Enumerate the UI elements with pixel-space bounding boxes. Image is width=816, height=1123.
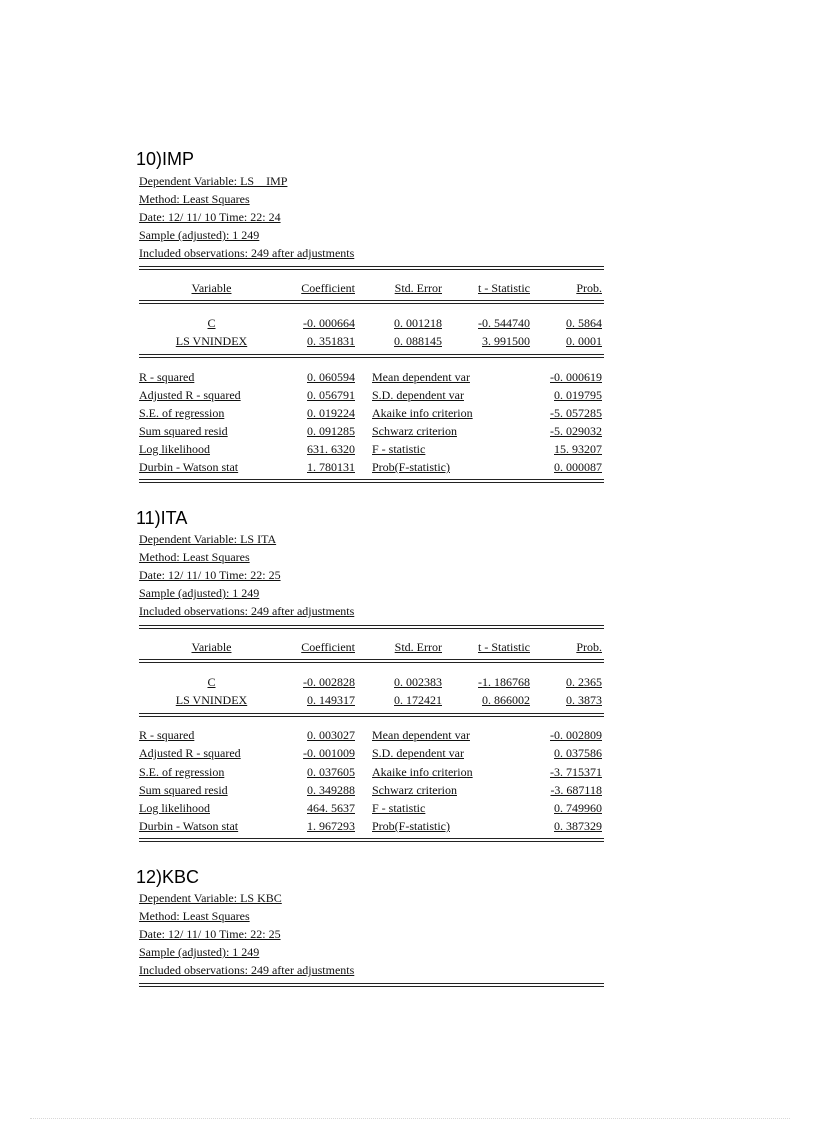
- stat-label: S.E. of regression: [139, 406, 225, 420]
- included-observations: Included observations: 249 after adjustments: [139, 246, 355, 260]
- divider: [139, 482, 604, 483]
- stat-value: -0. 002809: [550, 728, 602, 742]
- column-header-t-statistic: t - Statistic: [478, 640, 530, 654]
- included-observations: Included observations: 249 after adjustments: [139, 963, 355, 977]
- divider: [139, 266, 604, 267]
- coef-row-std-error: 0. 002383: [394, 675, 442, 689]
- stat-value: 0. 091285: [307, 424, 355, 438]
- section-title: 10)IMP: [136, 149, 195, 169]
- dependent-variable: Dependent Variable: LS ITA: [139, 532, 277, 546]
- coef-row-coefficient: 0. 351831: [307, 334, 355, 348]
- stat-label: Akaike info criterion: [372, 765, 473, 779]
- coef-row-variable: C: [207, 675, 216, 689]
- dependent-variable: Dependent Variable: LS KBC: [139, 891, 282, 905]
- coef-row-coefficient: -0. 000664: [303, 316, 355, 330]
- divider: [139, 986, 604, 987]
- stat-label: Log likelihood: [139, 801, 210, 815]
- divider: [139, 716, 604, 717]
- stat-value: 15. 93207: [554, 442, 602, 456]
- stat-label: S.E. of regression: [139, 765, 225, 779]
- page-edge-divider: [30, 1118, 790, 1119]
- stat-label: Durbin - Watson stat: [139, 819, 239, 833]
- stat-label: Mean dependent var: [372, 370, 470, 384]
- date-time: Date: 12/ 11/ 10 Time: 22: 25: [139, 568, 281, 582]
- coef-row-coefficient: 0. 149317: [307, 693, 355, 707]
- stat-label: S.D. dependent var: [372, 388, 464, 402]
- stat-value: 0. 037605: [307, 765, 355, 779]
- divider: [139, 659, 604, 660]
- divider: [139, 662, 604, 663]
- stat-label: Durbin - Watson stat: [139, 460, 239, 474]
- column-header-prob: Prob.: [576, 640, 602, 654]
- stat-value: -5. 029032: [550, 424, 602, 438]
- coef-row-std-error: 0. 088145: [394, 334, 442, 348]
- stat-value: -3. 687118: [550, 783, 602, 797]
- stat-label: Adjusted R - squared: [139, 746, 241, 760]
- stat-value: 0. 749960: [554, 801, 602, 815]
- divider: [139, 713, 604, 714]
- stat-value: 0. 060594: [307, 370, 355, 384]
- divider: [139, 354, 604, 355]
- stat-value: 0. 056791: [307, 388, 355, 402]
- coef-row-t-statistic: -0. 544740: [478, 316, 530, 330]
- included-observations: Included observations: 249 after adjustments: [139, 604, 355, 618]
- stat-label: Sum squared resid: [139, 783, 228, 797]
- divider: [139, 838, 604, 839]
- divider: [139, 983, 604, 984]
- stat-label: Log likelihood: [139, 442, 210, 456]
- stat-value: 1. 780131: [307, 460, 355, 474]
- column-header-variable: Variable: [191, 640, 232, 654]
- coef-row-std-error: 0. 001218: [394, 316, 442, 330]
- column-header-std-error: Std. Error: [394, 281, 442, 295]
- coef-row-prob: 0. 5864: [566, 316, 602, 330]
- column-header-t-statistic: t - Statistic: [478, 281, 530, 295]
- coef-row-variable: LS VNINDEX: [175, 334, 248, 348]
- divider: [139, 303, 604, 304]
- sample: Sample (adjusted): 1 249: [139, 586, 260, 600]
- column-header-std-error: Std. Error: [394, 640, 442, 654]
- divider: [139, 479, 604, 480]
- column-header-coefficient: Coefficient: [301, 281, 355, 295]
- stat-label: Schwarz criterion: [372, 424, 457, 438]
- stat-value: 0. 019795: [554, 388, 602, 402]
- method: Method: Least Squares: [139, 192, 250, 206]
- stat-value: 0. 349288: [307, 783, 355, 797]
- divider: [139, 841, 604, 842]
- date-time: Date: 12/ 11/ 10 Time: 22: 25: [139, 927, 281, 941]
- column-header-prob: Prob.: [576, 281, 602, 295]
- stat-label: Prob(F-statistic): [372, 819, 450, 833]
- stat-label: F - statistic: [372, 442, 426, 456]
- stat-value: 0. 387329: [554, 819, 602, 833]
- section-title: 12)KBC: [136, 867, 200, 887]
- stat-label: R - squared: [139, 370, 195, 384]
- divider: [139, 357, 604, 358]
- coef-row-variable: C: [207, 316, 216, 330]
- stat-label: Mean dependent var: [372, 728, 470, 742]
- coef-row-prob: 0. 0001: [566, 334, 602, 348]
- stat-value: -0. 001009: [303, 746, 355, 760]
- stat-value: 0. 000087: [554, 460, 602, 474]
- stat-label: Sum squared resid: [139, 424, 228, 438]
- stat-value: 0. 019224: [307, 406, 355, 420]
- stat-value: -3. 715371: [550, 765, 602, 779]
- stat-value: 0. 037586: [554, 746, 602, 760]
- coef-row-t-statistic: 3. 991500: [482, 334, 530, 348]
- coef-row-t-statistic: 0. 866002: [482, 693, 530, 707]
- dependent-variable: Dependent Variable: LS _ IMP: [139, 174, 288, 188]
- coef-row-prob: 0. 3873: [566, 693, 602, 707]
- stat-value: 0. 003027: [307, 728, 355, 742]
- section-title: 11)ITA: [136, 508, 188, 528]
- stat-label: F - statistic: [372, 801, 426, 815]
- stat-value: 464. 5637: [307, 801, 355, 815]
- stat-label: S.D. dependent var: [372, 746, 464, 760]
- stat-label: R - squared: [139, 728, 195, 742]
- stat-value: -5. 057285: [550, 406, 602, 420]
- column-header-coefficient: Coefficient: [301, 640, 355, 654]
- divider: [139, 625, 604, 626]
- column-header-variable: Variable: [191, 281, 232, 295]
- stat-label: Prob(F-statistic): [372, 460, 450, 474]
- method: Method: Least Squares: [139, 909, 250, 923]
- sample: Sample (adjusted): 1 249: [139, 945, 260, 959]
- coef-row-variable: LS VNINDEX: [175, 693, 248, 707]
- divider: [139, 269, 604, 270]
- divider: [139, 300, 604, 301]
- stat-label: Schwarz criterion: [372, 783, 457, 797]
- coef-row-prob: 0. 2365: [566, 675, 602, 689]
- divider: [139, 628, 604, 629]
- coef-row-t-statistic: -1. 186768: [478, 675, 530, 689]
- stat-value: -0. 000619: [550, 370, 602, 384]
- stat-label: Akaike info criterion: [372, 406, 473, 420]
- stat-label: Adjusted R - squared: [139, 388, 241, 402]
- method: Method: Least Squares: [139, 550, 250, 564]
- stat-value: 1. 967293: [307, 819, 355, 833]
- stat-value: 631. 6320: [307, 442, 355, 456]
- coef-row-std-error: 0. 172421: [394, 693, 442, 707]
- date-time: Date: 12/ 11/ 10 Time: 22: 24: [139, 210, 281, 224]
- sample: Sample (adjusted): 1 249: [139, 228, 260, 242]
- coef-row-coefficient: -0. 002828: [303, 675, 355, 689]
